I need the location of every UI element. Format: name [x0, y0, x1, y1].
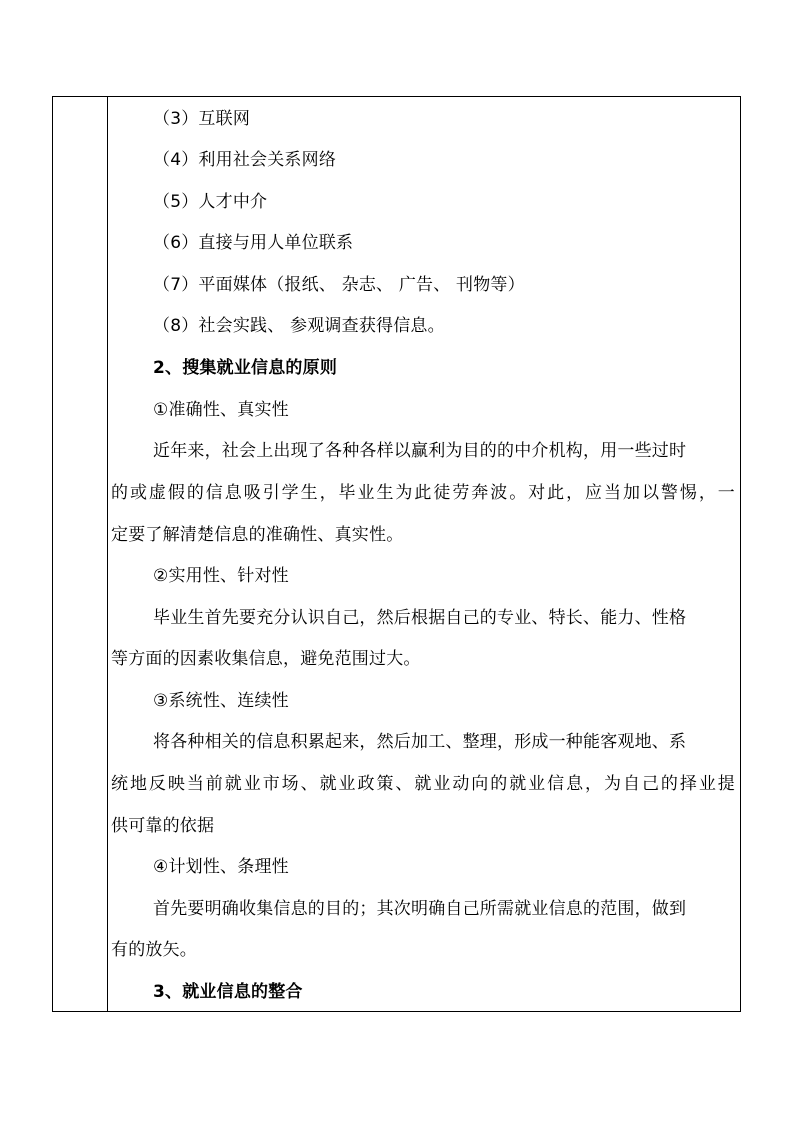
- paragraph-line: 的或虚假的信息吸引学生，毕业生为此徒劳奔波。对此，应当加以警惕，一: [111, 483, 735, 503]
- list-item: （5）人才中介: [153, 192, 268, 212]
- list-item: （3）互联网: [153, 109, 251, 129]
- paragraph-line: 定要了解清楚信息的准确性、真实性。: [111, 525, 404, 545]
- table-column-divider: [107, 97, 108, 1011]
- paragraph-line: 统地反映当前就业市场、就业政策、就业动向的就业信息，为自己的择业提: [111, 774, 735, 794]
- subheading: ③系统性、连续性: [153, 691, 289, 711]
- paragraph-line: 有的放矢。: [111, 940, 197, 960]
- paragraph-line: 毕业生首先要充分认识自己，然后根据自己的专业、特长、能力、性格: [153, 608, 687, 628]
- paragraph-line: 近年来，社会上出现了各种各样以赢利为目的的中介机构，用一些过时: [153, 441, 687, 461]
- paragraph-line: 等方面的因素收集信息，避免范围过大。: [111, 649, 421, 669]
- list-item: （6）直接与用人单位联系: [153, 233, 354, 253]
- paragraph-line: 首先要明确收集信息的目的；其次明确自己所需就业信息的范围，做到: [153, 899, 687, 919]
- list-item: （4）利用社会关系网络: [153, 150, 337, 170]
- subheading: ①准确性、真实性: [153, 400, 289, 420]
- subheading: ④计划性、条理性: [153, 857, 289, 877]
- paragraph-line: 将各种相关的信息积累起来，然后加工、整理，形成一种能客观地、系: [153, 732, 687, 752]
- list-item: （7）平面媒体（报纸、 杂志、 广告、 刊物等）: [153, 275, 525, 295]
- content-table: [52, 96, 741, 1012]
- subheading: ②实用性、针对性: [153, 566, 289, 586]
- paragraph-line: 供可靠的依据: [111, 816, 215, 836]
- section-heading: 3、就业信息的整合: [153, 982, 303, 1002]
- list-item: （8）社会实践、 参观调查获得信息。: [153, 316, 445, 336]
- section-heading: 2、搜集就业信息的原则: [153, 358, 338, 378]
